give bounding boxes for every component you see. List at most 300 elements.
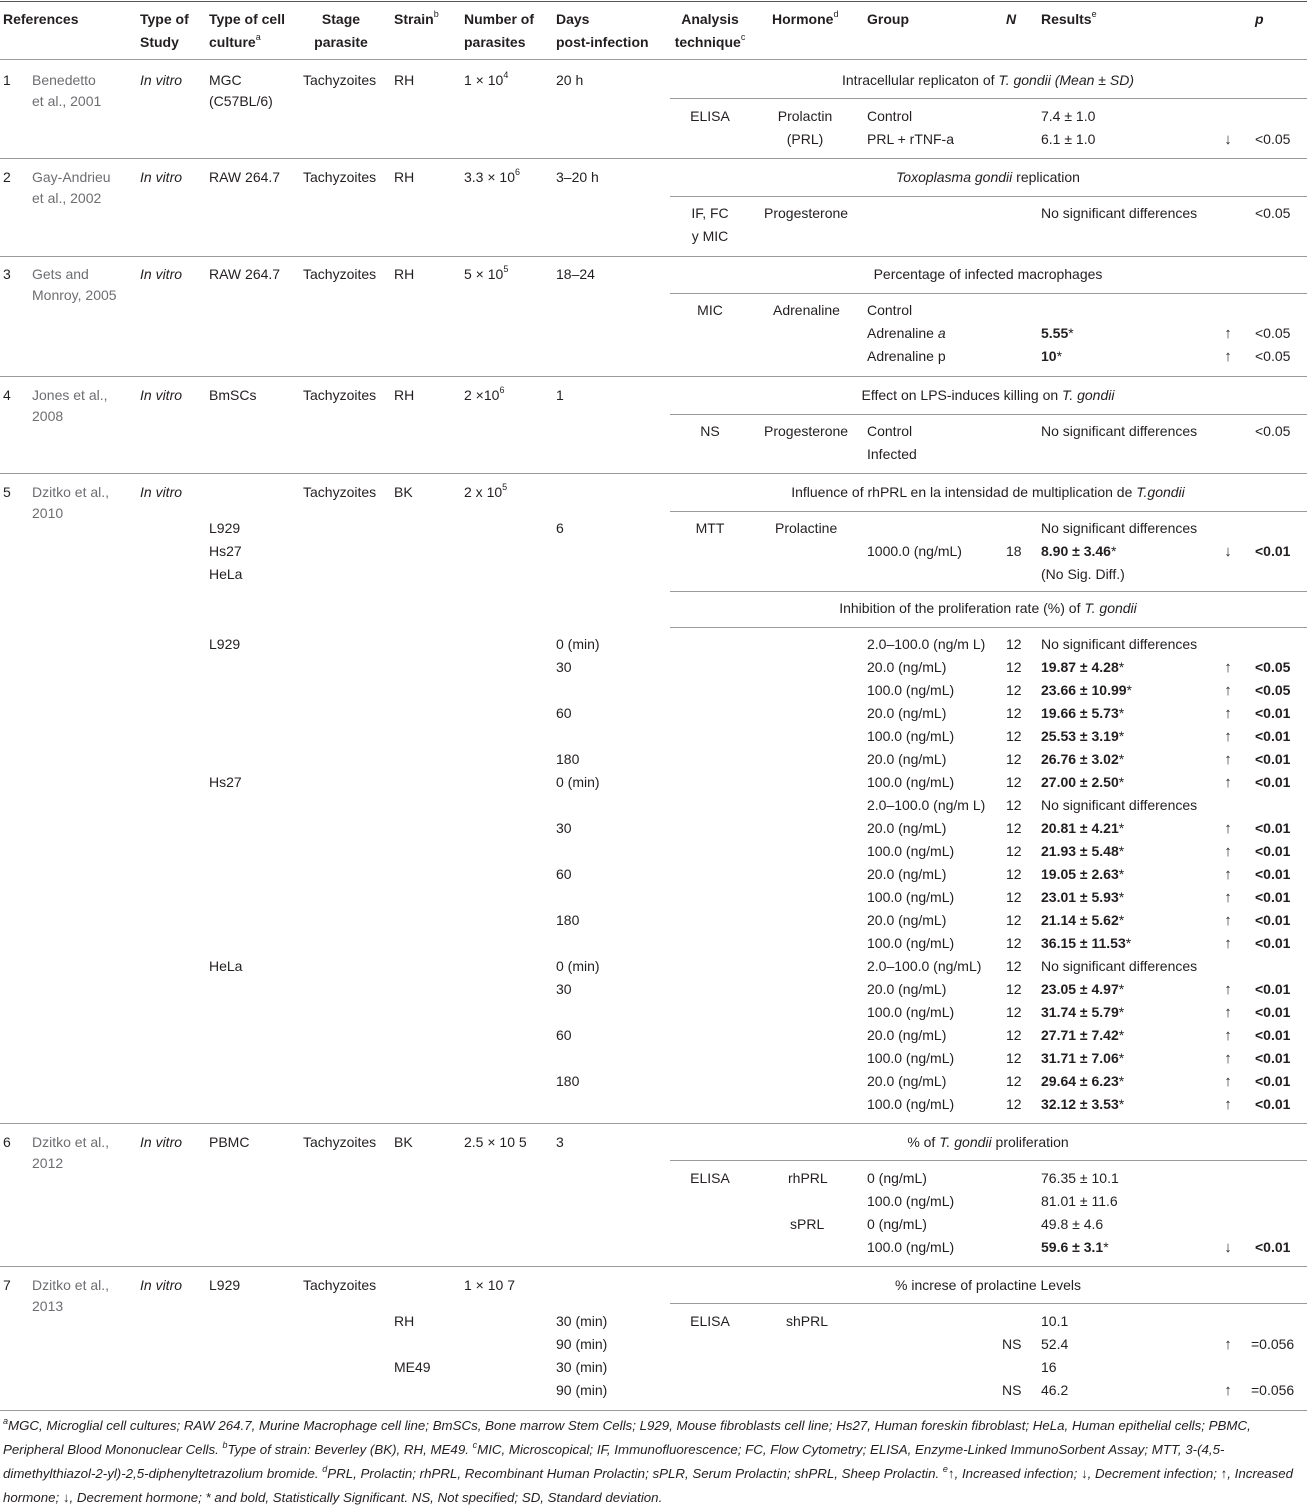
cell-text: Dzitko et al., — [32, 484, 110, 500]
table-cell — [556, 1073, 579, 1090]
up-arrow-icon — [1224, 889, 1232, 906]
column-header-n — [1006, 8, 1016, 31]
footnote-marker: d — [833, 9, 839, 20]
up-arrow-icon — [1224, 751, 1232, 768]
cell-text: HeLa — [209, 958, 243, 974]
table-rule — [670, 1303, 1307, 1304]
table-cell — [1006, 866, 1022, 883]
table-cell — [303, 1134, 376, 1151]
cell-text: 2.5 × 10 5 — [464, 1134, 527, 1150]
cell-text: Inhibition of the proliferation rate (%) of — [839, 600, 1085, 616]
table-cell — [1255, 1004, 1290, 1021]
cell-text: ELISA — [690, 1170, 730, 1186]
cell-text: ↑ — [1224, 1073, 1232, 1090]
table-cell — [556, 387, 564, 404]
cell-text: ↑ — [1224, 1096, 1232, 1113]
table-rule — [0, 1266, 1307, 1267]
cell-text: 60 — [556, 866, 572, 882]
table-cell — [778, 108, 832, 125]
cell-text: 0 (min) — [556, 636, 600, 652]
column-header-horm — [772, 8, 838, 31]
cell-text: 2.0–100.0 (ng/m L) — [867, 636, 986, 652]
superscript: 6 — [515, 167, 521, 178]
cell-text: 3 — [556, 1134, 564, 1150]
column-header-days — [556, 8, 649, 54]
cell-text: <0.01 — [1255, 866, 1291, 882]
column-header-p — [1255, 8, 1264, 31]
cell-text: 30 (min) — [556, 1313, 608, 1329]
cell-text: <0.01 — [1255, 1073, 1291, 1089]
table-cell — [895, 1277, 1081, 1294]
table-cell — [303, 72, 376, 89]
cell-text: <0.01 — [1255, 1004, 1291, 1020]
cell-text: <0.01 — [1255, 981, 1291, 997]
table-cell — [1006, 981, 1022, 998]
footnote-marker: b — [222, 1439, 228, 1450]
table-cell — [1255, 751, 1290, 768]
table-cell — [556, 72, 583, 89]
table-cell — [1041, 1239, 1109, 1256]
table-cell — [394, 484, 413, 501]
cell-text: 100.0 (ng/mL) — [867, 1050, 955, 1066]
footnote-text: Type of strain: Beverley (BK), RH, ME49. — [227, 1442, 473, 1457]
cell-text: ME49 — [394, 1359, 431, 1375]
table-cell — [140, 266, 182, 283]
cell-text: 23.66 ± 10.99 — [1041, 682, 1127, 698]
cell-text: 20.0 (ng/mL) — [867, 659, 947, 675]
column-header-text: Strain — [394, 11, 434, 27]
table-cell — [867, 1027, 946, 1044]
cell-text: <0.01 — [1255, 1050, 1291, 1066]
cell-italic-text: T. gondii (Mean ± SD) — [998, 72, 1134, 88]
table-cell — [3, 72, 11, 89]
cell-text: Adrenaline — [867, 325, 938, 341]
cell-text: <0.01 — [1255, 705, 1291, 721]
cell-text: 4 — [3, 387, 11, 403]
up-arrow-icon — [1224, 1096, 1232, 1113]
table-cell — [303, 266, 376, 283]
table-cell — [1002, 1336, 1021, 1353]
column-header-text: Type of — [140, 11, 189, 27]
cell-text: ↑ — [1224, 1027, 1232, 1044]
cell-text: 12 — [1006, 705, 1022, 721]
table-rule — [670, 293, 1307, 294]
table-cell — [394, 1359, 431, 1376]
cell-text: 12 — [1006, 866, 1022, 882]
table-cell — [556, 1134, 564, 1151]
table-cell — [773, 302, 840, 319]
table-cell — [867, 543, 962, 560]
table-cell — [32, 1277, 109, 1294]
superscript: 4 — [503, 70, 509, 81]
table-cell — [1041, 108, 1095, 125]
cell-text: 6.1 ± 1.0 — [1041, 131, 1096, 147]
footnote-marker: e — [1091, 9, 1097, 20]
cell-text: 2012 — [32, 1155, 64, 1171]
cell-text: Gets and — [32, 266, 89, 282]
cell-italic-text: T. gondii — [1062, 387, 1115, 403]
cell-text: y MIC — [691, 228, 729, 244]
table-cell — [1041, 543, 1116, 560]
down-arrow-icon — [1224, 1239, 1232, 1256]
cell-text: ↑ — [1224, 705, 1232, 722]
up-arrow-icon — [1224, 935, 1232, 952]
cell-text: <0.01 — [1255, 1027, 1291, 1043]
column-header-text: Days — [556, 11, 590, 27]
footnote-marker: c — [472, 1439, 478, 1450]
cell-text: <0.01 — [1255, 889, 1291, 905]
cell-text: 10.1 — [1041, 1313, 1069, 1329]
up-arrow-icon — [1224, 728, 1232, 745]
column-header-cell — [209, 8, 285, 54]
cell-text: <0.01 — [1255, 912, 1291, 928]
footnote-marker: a — [3, 1415, 9, 1426]
cell-text: 16 — [1041, 1359, 1057, 1375]
cell-text: 0 (min) — [556, 958, 600, 974]
column-header-text: parasite — [314, 34, 368, 50]
cell-text: In vitro — [140, 169, 183, 185]
cell-text: 2008 — [32, 408, 64, 424]
cell-text: ↓ — [1224, 1239, 1232, 1256]
column-header-stage — [314, 8, 368, 54]
cell-text: 20.0 (ng/mL) — [867, 1073, 947, 1089]
table-cell — [867, 912, 946, 929]
cell-text: <0.01 — [1255, 1096, 1291, 1112]
up-arrow-icon — [1224, 1382, 1232, 1399]
cell-text: 20 h — [556, 72, 584, 88]
table-cell — [209, 636, 240, 653]
table-cell — [209, 72, 242, 89]
table-cell — [1041, 981, 1124, 998]
table-cell — [556, 520, 564, 537]
cell-text: In vitro — [140, 484, 183, 500]
cell-suffix: * — [1118, 751, 1125, 767]
cell-text: Dzitko et al., — [32, 1277, 110, 1293]
cell-text: 100.0 (ng/mL) — [867, 843, 955, 859]
cell-text: 19.66 ± 5.73 — [1041, 705, 1119, 721]
table-cell — [394, 72, 414, 89]
table-cell — [1255, 205, 1290, 222]
cell-text: L929 — [209, 1277, 241, 1293]
cell-suffix: * — [1118, 843, 1125, 859]
table-cell — [867, 1096, 954, 1113]
cell-text: RH — [394, 72, 415, 88]
table-cell — [464, 484, 507, 501]
cell-text: <0.01 — [1255, 543, 1291, 559]
table-cell — [1255, 774, 1290, 791]
table-cell — [791, 484, 1185, 501]
cell-text: Effect on LPS-induces killing on — [861, 387, 1063, 403]
table-cell — [1041, 1193, 1118, 1210]
cell-suffix: * — [1118, 889, 1125, 905]
table-cell — [867, 108, 912, 125]
table-cell — [464, 169, 520, 186]
cell-text: ↑ — [1224, 682, 1232, 699]
cell-text: ↑ — [1224, 659, 1232, 676]
table-cell — [3, 1277, 11, 1294]
cell-text: 5 × 10 — [464, 266, 504, 282]
table-cell — [1255, 866, 1290, 883]
table-rule — [670, 196, 1307, 197]
table-cell — [32, 1298, 63, 1315]
table-cell — [1041, 423, 1197, 440]
column-header-text: References — [3, 11, 79, 27]
cell-text: 100.0 (ng/mL) — [867, 935, 955, 951]
cell-italic-text: Toxoplasma gondii — [896, 169, 1013, 185]
cell-suffix: * — [1118, 728, 1125, 744]
cell-text: Hs27 — [209, 774, 242, 790]
table-cell — [1006, 1096, 1022, 1113]
column-header-results — [1041, 8, 1097, 31]
table-cell — [209, 93, 273, 110]
superscript: 6 — [499, 385, 505, 396]
table-cell — [1255, 728, 1290, 745]
cell-suffix: * — [1118, 981, 1125, 997]
column-header-text: Analysis — [681, 11, 739, 27]
cell-text: 3.3 × 10 — [464, 169, 515, 185]
table-cell — [867, 981, 946, 998]
down-arrow-icon — [1224, 131, 1232, 148]
cell-text: Progesterone — [764, 423, 849, 439]
cell-suffix: * — [1118, 1027, 1125, 1043]
table-cell — [1006, 705, 1022, 722]
table-cell — [140, 387, 182, 404]
table-cell — [1041, 935, 1131, 952]
up-arrow-icon — [1224, 912, 1232, 929]
up-arrow-icon — [1224, 1050, 1232, 1067]
footnote-marker: e — [942, 1463, 948, 1474]
cell-text: 5 — [3, 484, 11, 500]
cell-suffix: * — [1118, 1073, 1125, 1089]
cell-text: 12 — [1006, 958, 1022, 974]
table-cell — [3, 266, 11, 283]
table-cell — [842, 72, 1134, 89]
up-arrow-icon — [1224, 348, 1232, 365]
table-cell — [556, 1027, 572, 1044]
table-cell — [867, 797, 985, 814]
table-cell — [140, 484, 182, 501]
table-cell — [1041, 348, 1062, 365]
table-cell — [556, 1336, 607, 1353]
table-cell — [1041, 1027, 1124, 1044]
table-cell — [1006, 1027, 1022, 1044]
table-cell — [556, 1313, 607, 1330]
cell-text: Influence of rhPRL en la intensidad de multiplication de — [791, 484, 1137, 500]
cell-suffix: * — [1056, 348, 1063, 364]
cell-text: 76.35 ± 10.1 — [1041, 1170, 1119, 1186]
cell-text: 1 × 10 7 — [464, 1277, 515, 1293]
column-header-text: Study — [140, 34, 179, 50]
cell-text: <0.05 — [1255, 348, 1291, 364]
cell-text: ↑ — [1224, 1382, 1232, 1399]
cell-text: 12 — [1006, 1050, 1022, 1066]
table-cell — [556, 751, 579, 768]
table-cell — [3, 169, 11, 186]
cell-text: Dzitko et al., — [32, 1134, 110, 1150]
cell-text: 30 — [556, 820, 572, 836]
cell-text: 20.0 (ng/mL) — [867, 1027, 947, 1043]
table-cell — [867, 774, 954, 791]
up-arrow-icon — [1224, 1073, 1232, 1090]
cell-text: 2013 — [32, 1298, 64, 1314]
cell-text: 12 — [1006, 889, 1022, 905]
cell-text: ELISA — [690, 108, 730, 124]
table-cell — [556, 636, 600, 653]
table-cell — [209, 1277, 240, 1294]
column-header-anal — [675, 8, 746, 54]
cell-text: Control — [867, 108, 913, 124]
up-arrow-icon — [1224, 659, 1232, 676]
table-cell — [1041, 797, 1197, 814]
table-cell — [867, 636, 985, 653]
table-cell — [209, 520, 240, 537]
cell-text: <0.05 — [1255, 423, 1291, 439]
table-cell — [464, 72, 508, 89]
cell-text: 12 — [1006, 659, 1022, 675]
cell-text: 31.74 ± 5.79 — [1041, 1004, 1119, 1020]
column-header-text: parasites — [464, 34, 526, 50]
cell-italic-text: T. gondii — [1084, 600, 1137, 616]
table-cell — [1255, 935, 1290, 952]
cell-text: % increse of prolactine Levels — [895, 1277, 1081, 1293]
cell-text: RH — [394, 387, 415, 403]
cell-text: MTT — [695, 520, 725, 536]
cell-text: 21.14 ± 5.62 — [1041, 912, 1119, 928]
table-cell — [1006, 912, 1022, 929]
table-cell — [209, 266, 280, 283]
cell-text: 2.0–100.0 (ng/m L) — [867, 797, 986, 813]
up-arrow-icon — [1224, 843, 1232, 860]
table-cell — [867, 728, 954, 745]
cell-text: 0 (min) — [556, 774, 600, 790]
up-arrow-icon — [1224, 325, 1232, 342]
table-cell — [867, 935, 954, 952]
table-cell — [787, 131, 824, 148]
table-cell — [1006, 820, 1022, 837]
cell-text: 26.76 ± 3.02 — [1041, 751, 1119, 767]
table-cell — [1041, 958, 1197, 975]
cell-text: No significant differences — [1041, 205, 1198, 221]
cell-text: 20.0 (ng/mL) — [867, 866, 947, 882]
cell-text: et al., 2002 — [32, 190, 102, 206]
table-cell — [1002, 1382, 1021, 1399]
cell-text: NS — [700, 423, 720, 439]
cell-text: 19.87 ± 4.28 — [1041, 659, 1119, 675]
cell-text: In vitro — [140, 72, 183, 88]
cell-text: HeLa — [209, 566, 243, 582]
footnote-marker: a — [255, 32, 261, 43]
table-cell — [556, 659, 572, 676]
column-header-strain — [394, 8, 439, 31]
cell-text: ↑ — [1224, 1336, 1232, 1353]
table-cell — [464, 1277, 515, 1294]
table-cell — [696, 520, 725, 537]
cell-text: 180 — [556, 912, 580, 928]
up-arrow-icon — [1224, 682, 1232, 699]
cell-text: 20.0 (ng/mL) — [867, 705, 947, 721]
up-arrow-icon — [1224, 705, 1232, 722]
cell-text: <0.01 — [1255, 820, 1291, 836]
cell-text: In vitro — [140, 266, 183, 282]
superscript: 5 — [502, 482, 508, 493]
table-cell — [867, 1239, 954, 1256]
cell-text: RH — [394, 1313, 415, 1329]
table-cell — [1255, 325, 1290, 342]
cell-suffix: * — [1118, 866, 1125, 882]
footnote-marker: c — [740, 32, 746, 43]
cell-text: MIC — [697, 302, 723, 318]
table-cell — [1041, 659, 1124, 676]
table-cell — [1041, 131, 1095, 148]
table-cell — [394, 1313, 414, 1330]
table-cell — [1255, 1073, 1290, 1090]
cell-text: 2010 — [32, 505, 64, 521]
cell-text: 100.0 (ng/mL) — [867, 774, 955, 790]
cell-suffix: * — [1068, 325, 1074, 341]
cell-text: 19.05 ± 2.63 — [1041, 866, 1119, 882]
cell-text: 21.93 ± 5.48 — [1041, 843, 1119, 859]
cell-text: 12 — [1006, 981, 1022, 997]
table-cell — [1255, 820, 1290, 837]
table-cell — [394, 387, 414, 404]
table-cell — [32, 266, 89, 283]
cell-text: ELISA — [690, 1313, 730, 1329]
cell-text: 2 ×10 — [464, 387, 500, 403]
cell-text: Jones et al., — [32, 387, 108, 403]
table-cell — [1255, 659, 1290, 676]
cell-suffix: * — [1126, 682, 1132, 698]
cell-text: ↓ — [1224, 131, 1232, 148]
table-cell — [1006, 659, 1022, 676]
table-cell — [1041, 682, 1132, 699]
table-cell — [907, 1134, 1068, 1151]
cell-suffix: proliferation — [991, 1134, 1069, 1150]
cell-text: In vitro — [140, 1134, 183, 1150]
footnote-marker: d — [322, 1463, 328, 1474]
table-cell — [786, 1313, 828, 1330]
column-header-text: Group — [867, 11, 909, 27]
cell-text: In vitro — [140, 1277, 183, 1293]
table-cell — [32, 287, 117, 304]
table-cell — [32, 72, 96, 89]
cell-suffix: * — [1103, 1239, 1109, 1255]
down-arrow-icon — [1224, 543, 1232, 560]
cell-text: 18 — [1006, 543, 1022, 559]
cell-text: No significant differences — [1041, 797, 1198, 813]
cell-text: =0.056 — [1251, 1336, 1295, 1352]
table-cell — [1006, 1050, 1022, 1067]
cell-text: NS — [1002, 1382, 1022, 1398]
table-cell — [1255, 1239, 1290, 1256]
table-cell — [867, 751, 946, 768]
cell-text: PRL + rTNF-a — [867, 131, 954, 147]
table-cell — [867, 1170, 927, 1187]
table-cell — [1255, 705, 1290, 722]
cell-text: 12 — [1006, 1027, 1022, 1043]
cell-text: 59.6 ± 3.1 — [1041, 1239, 1104, 1255]
table-cell — [862, 387, 1115, 404]
cell-text: sPRL — [790, 1216, 825, 1232]
up-arrow-icon — [1224, 981, 1232, 998]
table-cell — [867, 843, 954, 860]
table-cell — [32, 387, 108, 404]
cell-text: 0 (ng/mL) — [867, 1170, 927, 1186]
cell-text: BmSCs — [209, 387, 257, 403]
table-cell — [1041, 774, 1124, 791]
cell-text: ↑ — [1224, 981, 1232, 998]
cell-text: 100.0 (ng/mL) — [867, 682, 955, 698]
table-cell — [700, 423, 719, 440]
